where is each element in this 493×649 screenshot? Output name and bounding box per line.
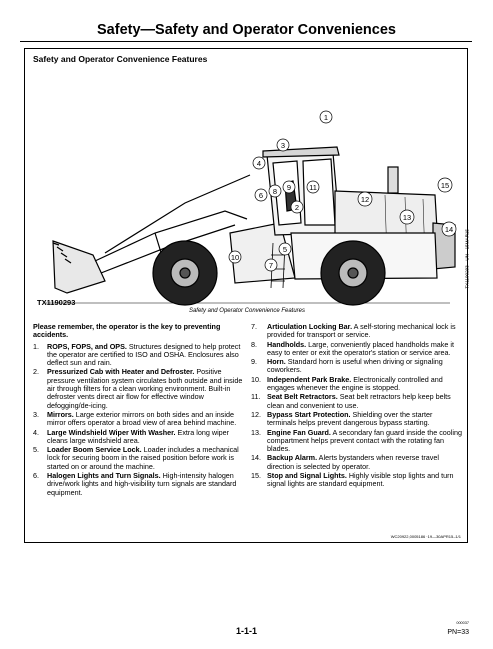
callout-13: 13 [402,213,412,222]
figure-side-id: TX1190293—UN—15MAR15 [465,229,470,289]
list-item [33,411,243,428]
item-number: 4. [33,427,39,437]
doc-code: WC20922,0005186 ·19—30APR15–1/1 [390,534,461,539]
item-number: 8. [251,339,257,349]
figure-caption: Safety and Operator Convenience Features [188,308,306,314]
list-item [251,454,463,471]
item-text: A self-storing mechanical lock is provided for transport or service. [267,322,456,340]
list-item [251,411,463,428]
page-title: Safety—Safety and Operator Conveniences [97,22,396,38]
item-text: Alerts bystanders when reverse travel direction is selected by operator. [267,453,439,471]
feature-list-right [251,323,463,489]
item-text: Large exterior mirrors on both sides and an inside mirror offers operator a broad view of area behind machine. [47,409,237,428]
callout-5: 5 [282,245,288,254]
callout-15: 15 [440,181,450,190]
item-label: ROPS, FOPS, and OPS. [47,341,127,351]
item-label: Stop and Signal Lights. [267,471,347,481]
list-item [251,376,463,393]
item-text: Shielding over the starter terminals helps prevent dangerous bypass starting. [267,409,433,428]
feature-list-left [33,343,243,497]
item-number: 13. [251,427,261,437]
item-label: Halogen Lights and Turn Signals. [47,471,161,481]
item-label: Seat Belt Retractors. [267,392,338,402]
item-label: Bypass Start Protection. [267,409,351,419]
item-text: Electronically controlled and engages whenever the engine is stopped. [267,374,443,393]
item-text: Extra long wiper cleans large windshield area. [47,427,230,445]
item-text: Standard horn is useful when driving or signaling coworkers. [267,357,443,375]
list-item [251,358,463,375]
item-label: Horn. [267,357,286,367]
item-number: 10. [251,374,261,384]
list-item [33,429,243,446]
title-rule [20,41,472,42]
wheel-loader-illustration [35,83,459,323]
item-label: Large Windshield Wiper With Washer. [47,427,176,437]
intro-text: Please remember, the operator is the key to preventing accidents. [33,322,221,340]
item-number: 7. [251,322,257,331]
section-heading: Safety and Operator Convenience Features [33,54,208,64]
item-text: Loader includes a mechanical lock for securing boom in the raised position before work is started on or around the machine. [47,445,239,471]
small-code: 000037 [456,621,469,625]
item-label: Pressurized Cab with Heater and Defroster. [47,367,195,377]
item-number: 14. [251,453,261,463]
item-text: Large, conveniently placed handholds make it easy to enter or exit the operator's station or service area. [267,339,454,357]
left-column [33,323,243,498]
item-number: 1. [33,341,39,351]
item-label: Handholds. [267,339,307,349]
item-label: Engine Fan Guard. [267,427,331,437]
page-number: 1-1-1 [235,626,257,636]
item-label: Backup Alarm. [267,453,318,463]
figure-ref: TX1190293 [37,298,76,307]
item-label: Articulation Locking Bar. [267,322,353,331]
item-text: Highly visible stop lights and turn signal lights are standard equipment. [267,471,454,489]
right-column [251,323,463,490]
item-number: 11. [251,392,261,402]
item-number: 12. [251,409,261,419]
list-item [33,446,243,471]
item-number: 9. [251,357,257,367]
callout-4: 4 [256,159,262,168]
callout-7: 7 [268,261,274,270]
callout-3: 3 [280,141,286,150]
item-text: Positive pressure ventilation system circulates both outside and inside air through filters for a clean working environment. Built-in defroster vents direct air flow for effective window defogging/de-icing. [47,367,243,410]
callout-6: 6 [258,191,264,200]
item-label: Mirrors. [47,409,74,419]
pn-label: PN=33 [447,629,469,636]
list-item [251,341,463,358]
callout-10: 10 [230,253,240,262]
item-text: A secondary fan guard inside the cooling compartment helps prevent contact with the rotating fan blades. [267,427,462,454]
item-text: High-intensity halogen drive/work lights and high-visibility turn signals are standard equipment. [47,471,237,497]
callout-11: 11 [309,183,317,192]
item-label: Loader Boom Service Lock. [47,445,142,455]
list-item [33,472,243,497]
list-item [251,323,463,340]
item-text: Structures designed to help protect the operator are certified to ISO and OSHA. Enclosures also deflect sun and rain. [47,341,241,368]
content-frame [24,48,468,543]
item-number: 3. [33,409,39,419]
callout-14: 14 [444,225,454,234]
item-number: 2. [33,367,39,377]
list-item [33,368,243,409]
callout-9: 9 [286,183,292,192]
item-text: Seat belt retractors help keep belts clean and convenient to use. [267,392,451,410]
callout-8: 8 [272,187,278,196]
item-number: 15. [251,471,261,481]
list-item [251,472,463,489]
list-item [33,343,243,368]
callout-12: 12 [360,195,370,204]
callout-1: 1 [323,113,329,122]
item-number: 6. [33,471,39,481]
item-label: Independent Park Brake. [267,374,352,384]
list-item [251,429,463,454]
item-number: 5. [33,445,39,455]
callout-2: 2 [294,203,300,212]
list-item [251,393,463,410]
